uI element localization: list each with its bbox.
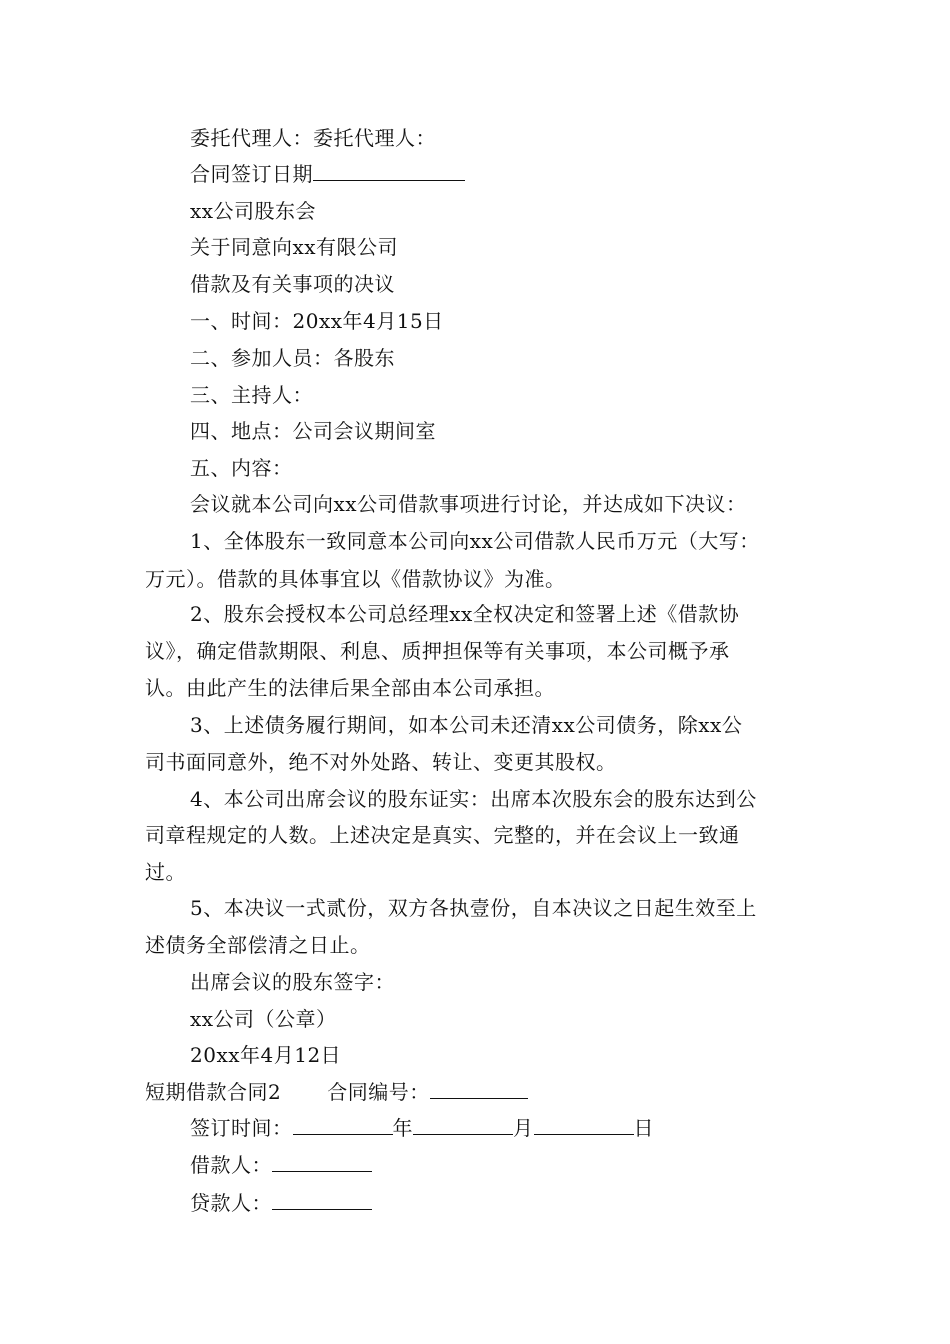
agent-line: 委托代理人：委托代理人： [190, 126, 436, 150]
clause-1-line-2: 万元）。借款的具体事宜以《借款协议》为准。 [145, 567, 566, 591]
contract-number-blank [430, 1078, 528, 1099]
clause-4-line-2: 司章程规定的人数。上述决定是真实、完整的，并在会议上一致通 [145, 823, 740, 847]
company-seal: xx公司（公章） [190, 1007, 337, 1031]
meeting-content-heading: 五、内容： [190, 456, 293, 480]
meeting-time: 一、时间：20xx年4月15日 [190, 309, 444, 333]
signing-day-blank [534, 1114, 634, 1135]
contract-2-heading-line [145, 1078, 825, 1106]
clause-3-line-2: 司书面同意外，绝不对外处路、转让、变更其股权。 [145, 750, 617, 774]
lender-line [190, 1189, 870, 1217]
sign-date-label: 合同签订日期 [190, 162, 313, 186]
signing-month-blank [413, 1114, 513, 1135]
clause-2-line-2: 议》，确定借款期限、利息、质押担保等有关事项，本公司概予承 [145, 639, 730, 663]
content-intro: 会议就本公司向xx公司借款事项进行讨论，并达成如下决议： [190, 492, 747, 516]
borrower-label: 借款人： [190, 1153, 272, 1177]
resolution-org: xx公司股东会 [190, 199, 317, 223]
resolution-date: 20xx年4月12日 [190, 1043, 342, 1067]
signing-time-line [190, 1114, 870, 1142]
meeting-location: 四、地点：公司会议期间室 [190, 419, 436, 443]
resolution-title-2: 借款及有关事项的决议 [190, 272, 395, 296]
clause-4-line-1: 4、本公司出席会议的股东证实：出席本次股东会的股东达到公 [190, 787, 757, 811]
meeting-attendees: 二、参加人员：各股东 [190, 346, 395, 370]
signing-year-blank [293, 1114, 393, 1135]
meeting-host: 三、主持人： [190, 383, 313, 407]
resolution-title-1: 关于同意向xx有限公司 [190, 235, 399, 259]
clause-2-line-3: 认。由此产生的法律后果全部由本公司承担。 [145, 676, 555, 700]
clause-5-line-1: 5、本决议一式贰份，双方各执壹份，自本决议之日起生效至上 [190, 896, 757, 920]
sign-date-line [190, 160, 870, 188]
borrower-blank [272, 1151, 372, 1172]
clause-2-line-1: 2、股东会授权本公司总经理xx全权决定和签署上述《借款协 [190, 602, 740, 626]
year-label: 年 [392, 1116, 413, 1140]
borrower-line [190, 1151, 870, 1179]
month-label: 月 [513, 1116, 534, 1140]
contract-2-title: 短期借款合同2 [145, 1080, 282, 1104]
lender-blank [272, 1189, 372, 1210]
clause-3-line-1: 3、上述债务履行期间，如本公司未还清xx公司债务，除xx公 [190, 713, 743, 737]
clause-1-line-1: 1、全体股东一致同意本公司向xx公司借款人民币万元（大写： [190, 529, 760, 553]
shareholder-signature-label: 出席会议的股东签字： [190, 970, 395, 994]
sign-date-blank [313, 160, 465, 181]
contract-number-label: 合同编号： [327, 1080, 430, 1104]
day-label: 日 [633, 1116, 654, 1140]
clause-5-line-2: 述债务全部偿清之日止。 [145, 933, 371, 957]
signing-time-label: 签订时间： [190, 1116, 293, 1140]
clause-4-line-3: 过。 [145, 860, 186, 884]
lender-label: 贷款人： [190, 1191, 272, 1215]
